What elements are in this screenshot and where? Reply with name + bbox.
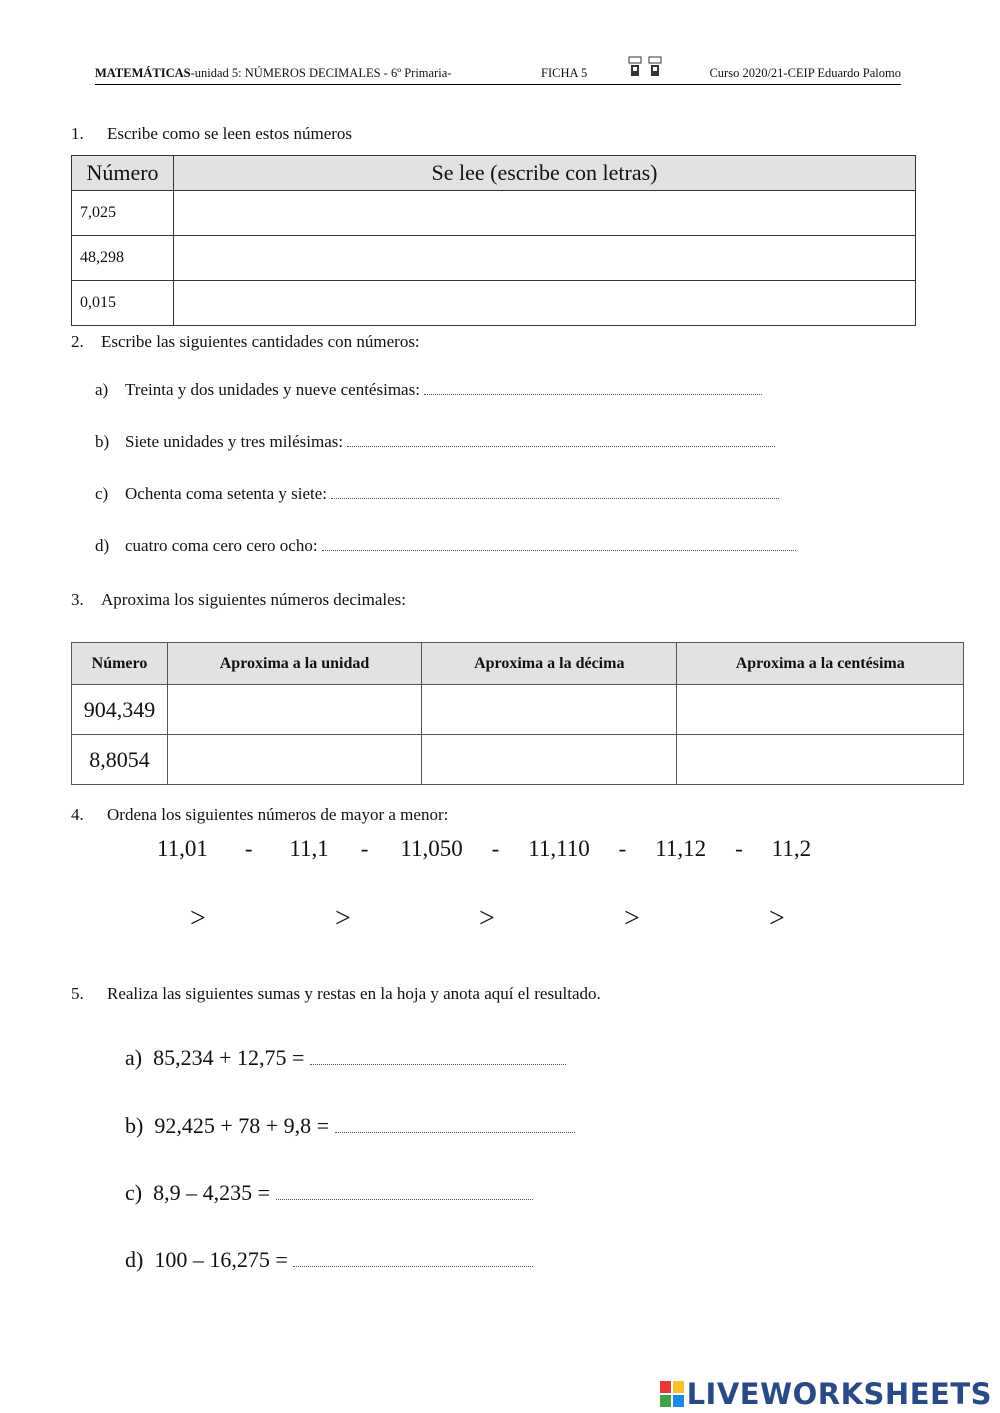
gt-symbol: >: [335, 903, 351, 934]
answer-line[interactable]: [276, 1185, 533, 1200]
q2-item-text: Treinta y dos unidades y nueve centésimas:: [125, 380, 420, 399]
answer-line[interactable]: [310, 1050, 566, 1065]
q3-answer-cell[interactable]: [168, 685, 422, 735]
q2-item-b: [95, 432, 775, 452]
q2-item-text: Siete unidades y tres milésimas:: [125, 432, 344, 451]
q3-answer-cell[interactable]: [422, 685, 677, 735]
table-row: [72, 281, 916, 326]
op-label: c): [125, 1180, 143, 1205]
q3-number: 3.: [71, 590, 84, 609]
q2-item-label: c): [95, 484, 109, 503]
table-row: [72, 685, 964, 735]
op-label: b): [125, 1113, 144, 1138]
table-row: [72, 735, 964, 785]
table-row: [72, 191, 916, 236]
curso-label: Curso 2020/21-CEIP Eduardo Palomo: [709, 66, 901, 80]
sequence-number: 11,2: [771, 836, 812, 861]
q4-title: [71, 805, 448, 825]
op-expression: 92,425 + 78 + 9,8 =: [154, 1113, 330, 1138]
school-logo-icon: [627, 56, 667, 78]
q3-title: [71, 590, 406, 610]
brand-name: LIVEWORKSHEETS: [686, 1377, 992, 1411]
q2-text: Escribe las siguientes cantidades con números:: [101, 332, 420, 351]
sequence-separator: -: [244, 836, 253, 861]
q3-number-cell: 904,349: [72, 685, 168, 735]
answer-line[interactable]: [322, 538, 796, 551]
q2-item-c: [95, 484, 779, 504]
q1-number-cell: 48,298: [72, 236, 174, 281]
op-expression: 8,9 – 4,235 =: [153, 1180, 271, 1205]
sequence-separator: -: [491, 836, 500, 861]
q3-header-numero: Número: [72, 643, 168, 685]
liveworksheets-brand[interactable]: [659, 1376, 992, 1412]
q3-answer-cell[interactable]: [422, 735, 677, 785]
answer-line[interactable]: [335, 1118, 575, 1133]
sequence-number: 11,1: [289, 836, 329, 861]
ficha-label: FICHA 5: [541, 66, 588, 80]
q1-answer-cell[interactable]: [174, 236, 916, 281]
q5-title: [71, 984, 601, 1004]
table-row: [72, 236, 916, 281]
op-label: d): [125, 1247, 144, 1272]
gt-symbol: >: [624, 903, 640, 934]
answer-line[interactable]: [293, 1252, 533, 1267]
op-expression: 85,234 + 12,75 =: [153, 1045, 305, 1070]
sequence-separator: -: [360, 836, 369, 861]
q2-item-text: Ochenta coma setenta y siete:: [125, 484, 328, 503]
q4-text: Ordena los siguientes números de mayor a menor:: [107, 805, 449, 824]
q5-number: 5.: [71, 984, 84, 1003]
q4-number: 4.: [71, 805, 84, 824]
q3-header-decima: Aproxima a la décima: [422, 643, 677, 685]
q1-number-cell: 7,025: [72, 191, 174, 236]
q3-answer-cell[interactable]: [168, 735, 422, 785]
q5-op-d: [125, 1247, 533, 1273]
sequence-number: 11,01: [157, 836, 208, 861]
q1-text: Escribe como se leen estos números: [107, 124, 353, 143]
q1-number: 1.: [71, 124, 84, 143]
q1-title: [71, 124, 352, 144]
unit-title: -unidad 5: NÚMEROS DECIMALES - 6º Primaria-: [190, 66, 452, 80]
op-expression: 100 – 16,275 =: [154, 1247, 288, 1272]
liveworksheets-logo-icon: [659, 1380, 685, 1408]
subject-title: MATEMÁTICAS: [95, 66, 191, 80]
q2-item-label: b): [95, 432, 110, 451]
sequence-separator: -: [735, 836, 743, 861]
gt-symbol: >: [769, 903, 785, 934]
q1-number-cell: 0,015: [72, 281, 174, 326]
sequence-separator: -: [618, 836, 627, 861]
q5-text: Realiza las siguientes sumas y restas en la hoja y anota aquí el resultado.: [107, 984, 601, 1003]
sequence-number: 11,12: [655, 836, 707, 861]
q1-header-numero: Número: [72, 156, 174, 191]
q1-answer-cell[interactable]: [174, 281, 916, 326]
q2-title: [71, 332, 420, 352]
q2-item-text: cuatro coma cero cero ocho:: [125, 536, 318, 555]
sequence-number: 11,050: [400, 836, 463, 861]
q1-header-se-lee: Se lee (escribe con letras): [174, 156, 916, 191]
q1-table: [71, 155, 916, 326]
q2-item-d: [95, 536, 796, 556]
q2-item-label: a): [95, 380, 109, 399]
q3-header-centesima: Aproxima a la centésima: [677, 643, 964, 685]
q3-header-unidad: Aproxima a la unidad: [168, 643, 422, 685]
q4-number-sequence: [157, 836, 811, 862]
q3-text: Aproxima los siguientes números decimales:: [101, 590, 406, 609]
sequence-number: 11,110: [528, 836, 590, 861]
q3-answer-cell[interactable]: [677, 735, 964, 785]
q2-item-a: [95, 380, 762, 400]
op-label: a): [125, 1045, 143, 1070]
page-header: [95, 66, 901, 85]
q3-number-cell: 8,8054: [72, 735, 168, 785]
q2-number: 2.: [71, 332, 84, 351]
q3-table: [71, 642, 964, 785]
q5-op-a: [125, 1045, 566, 1071]
q5-op-b: [125, 1113, 575, 1139]
gt-symbol: >: [190, 903, 206, 934]
q1-answer-cell[interactable]: [174, 191, 916, 236]
answer-line[interactable]: [331, 486, 779, 499]
q3-answer-cell[interactable]: [677, 685, 964, 735]
gt-symbol: >: [479, 903, 495, 934]
answer-line[interactable]: [424, 382, 762, 395]
q2-item-label: d): [95, 536, 110, 555]
q5-op-c: [125, 1180, 533, 1206]
answer-line[interactable]: [347, 434, 775, 447]
